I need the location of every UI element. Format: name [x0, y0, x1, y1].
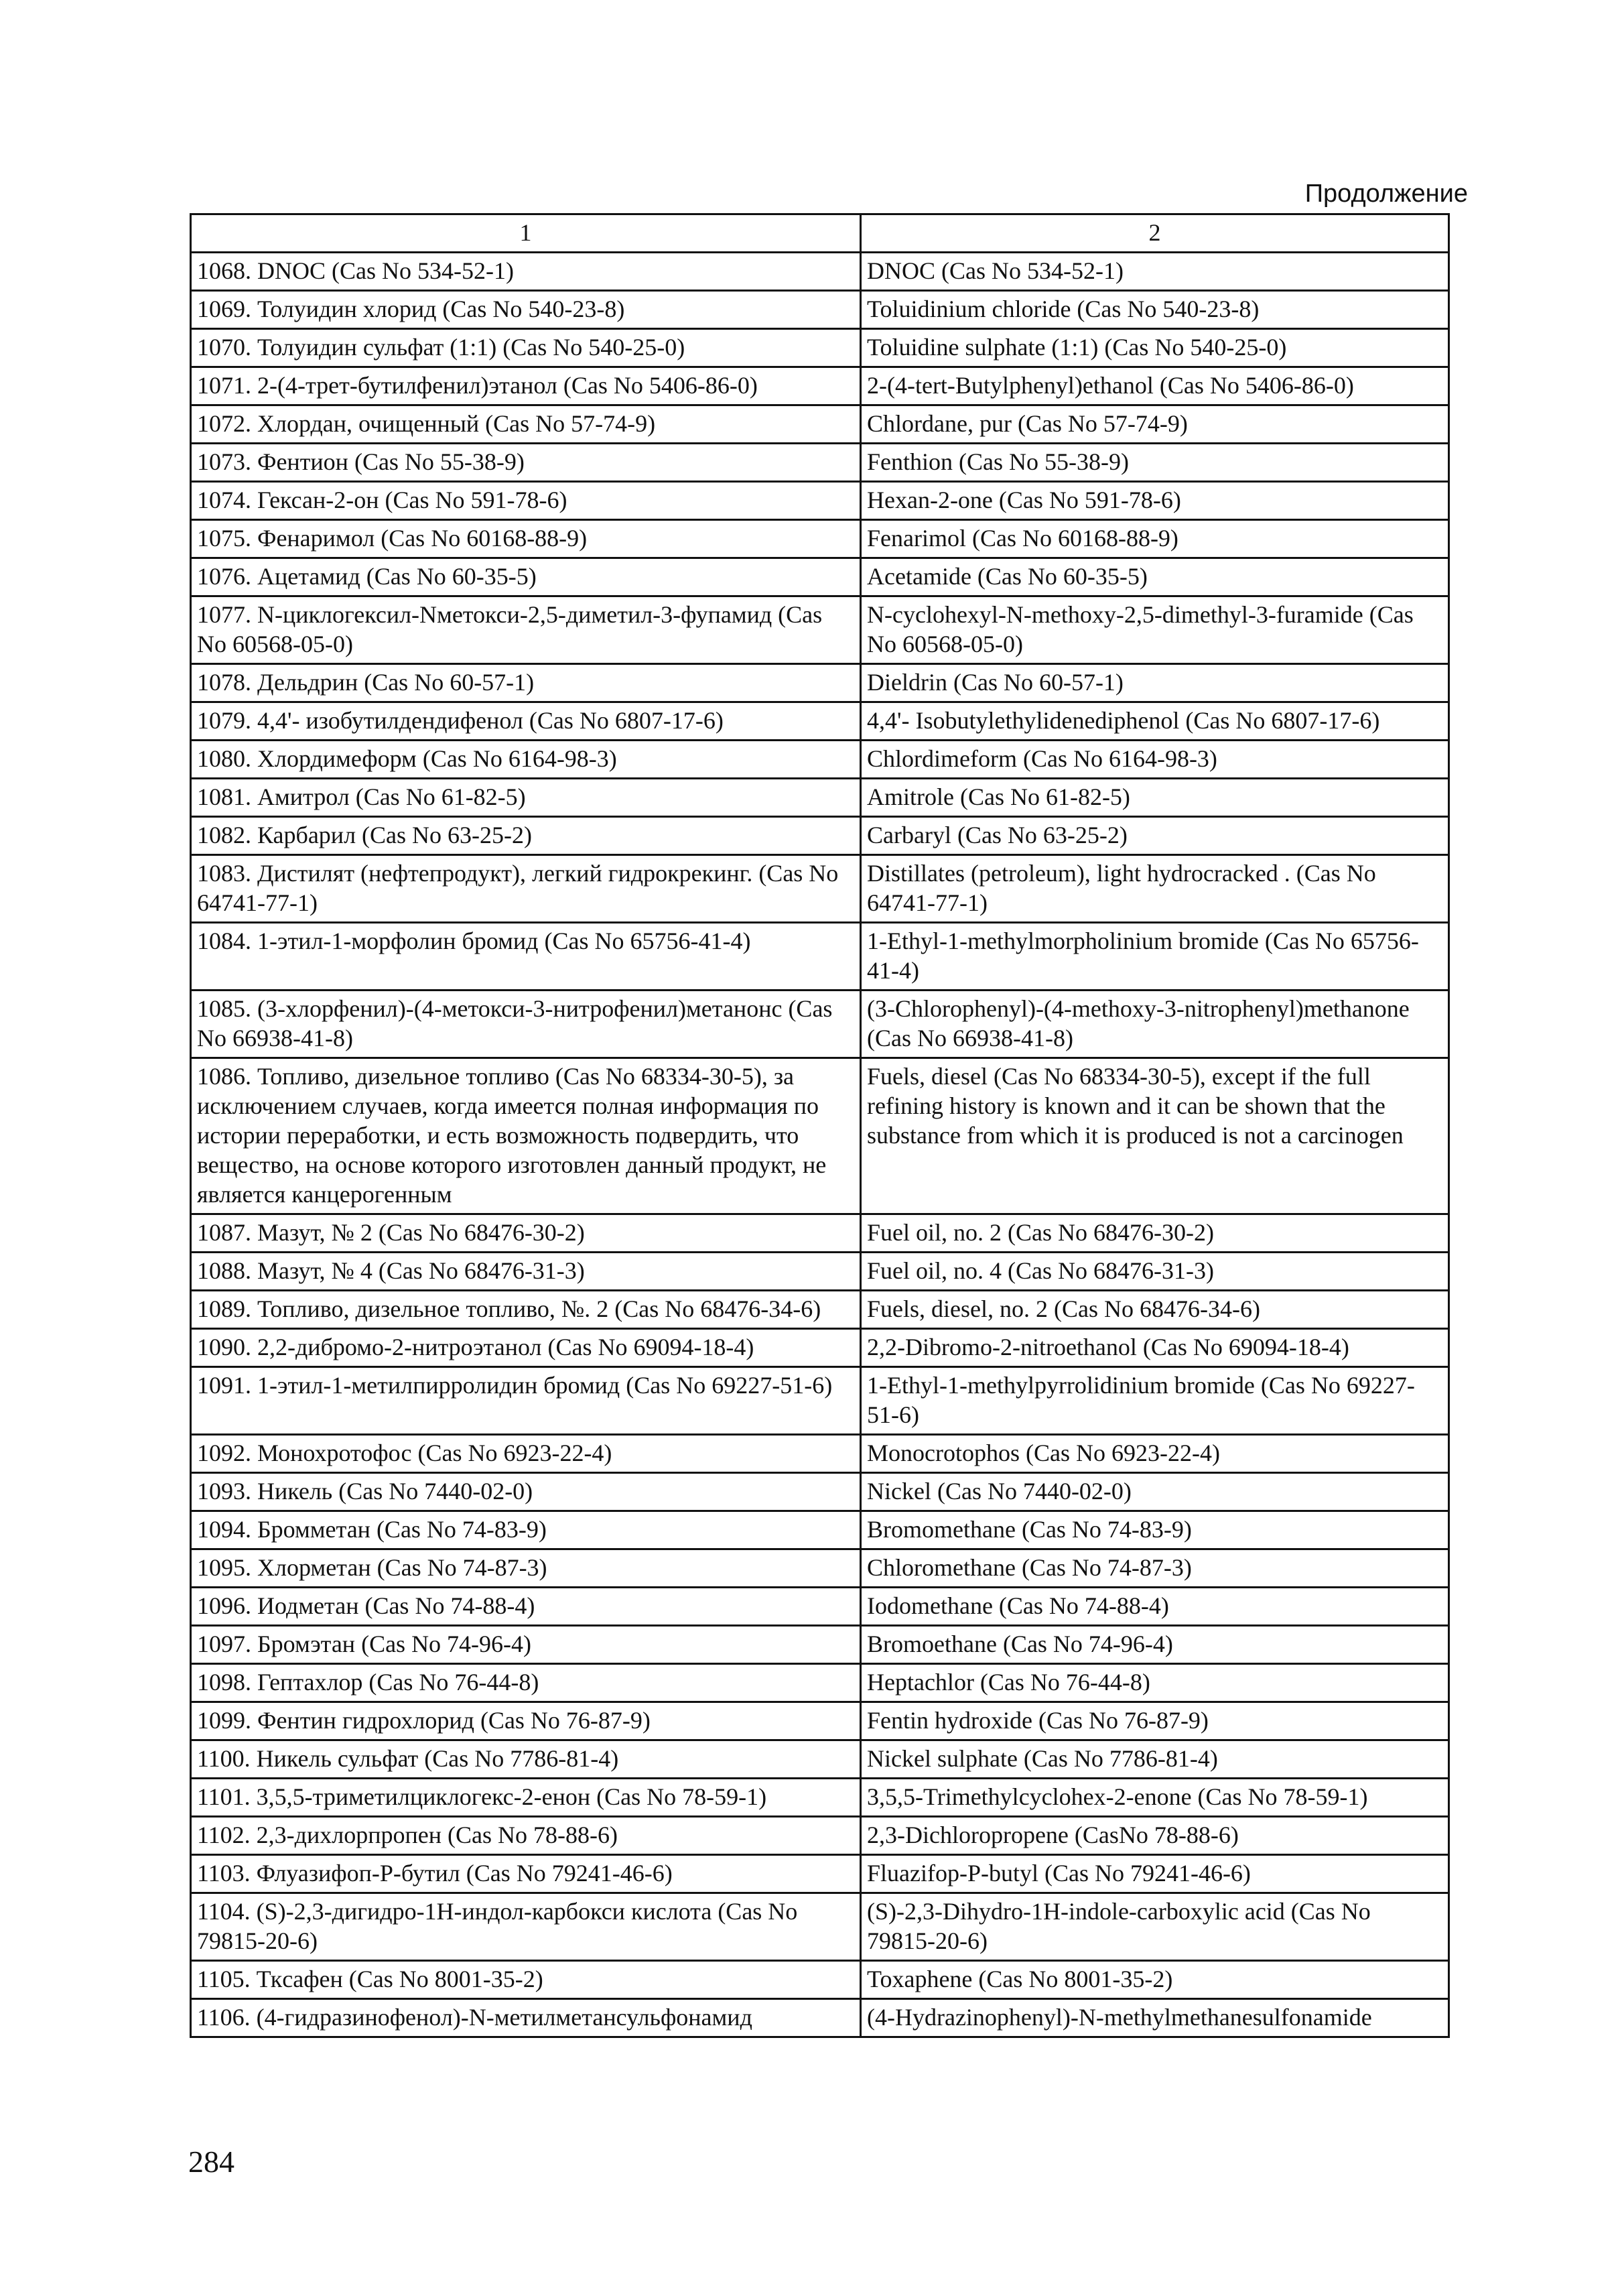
- cell-english-name: Bromoethane (Cas No 74-96-4): [861, 1626, 1449, 1664]
- cell-english-name: Fuels, diesel, no. 2 (Cas No 68476-34-6): [861, 1291, 1449, 1329]
- cell-english-name: N-cyclohexyl-N-methoxy-2,5-dimethyl-3-furamide (Cas No 60568-05-0): [861, 596, 1449, 664]
- cell-russian-name: 1079. 4,4'- изобутилдендифенол (Cas No 6807-17-6): [191, 702, 861, 741]
- cell-english-name: Bromomethane (Cas No 74-83-9): [861, 1511, 1449, 1549]
- table-row: [191, 1549, 1449, 1588]
- table-row: [191, 855, 1449, 923]
- cell-russian-name: 1101. 3,5,5-триметилциклогекс-2-енон (Cas No 78-59-1): [191, 1779, 861, 1817]
- table-row: [191, 1817, 1449, 1855]
- cell-english-name: Iodomethane (Cas No 74-88-4): [861, 1588, 1449, 1626]
- cell-english-name: 2,2-Dibromo-2-nitroethanol (Cas No 69094-18-4): [861, 1329, 1449, 1367]
- cell-english-name: (3-Chlorophenyl)-(4-methoxy-3-nitrophenyl)methanone (Cas No 66938-41-8): [861, 991, 1449, 1058]
- cell-russian-name: 1077. N-циклогексил-Nметокси-2,5-диметил-3-фупамид (Cas No 60568-05-0): [191, 596, 861, 664]
- table-row: [191, 1511, 1449, 1549]
- cell-english-name: (4-Hydrazinophenyl)-N-methylmethanesulfonamide: [861, 1999, 1449, 2037]
- table-row: [191, 1702, 1449, 1740]
- table-row: [191, 558, 1449, 596]
- cell-russian-name: 1106. (4-гидразинофенол)-N-метилметансульфонамид: [191, 1999, 861, 2037]
- table-header: [191, 214, 1449, 253]
- cell-russian-name: 1072. Хлордан, очищенный (Cas No 57-74-9): [191, 405, 861, 444]
- table-row: [191, 1058, 1449, 1214]
- cell-english-name: Fentin hydroxide (Cas No 76-87-9): [861, 1702, 1449, 1740]
- cell-english-name: Amitrole (Cas No 61-82-5): [861, 779, 1449, 817]
- cell-english-name: Hexan-2-one (Cas No 591-78-6): [861, 482, 1449, 520]
- cell-russian-name: 1071. 2-(4-трет-бутилфенил)этанол (Cas No 5406-86-0): [191, 367, 861, 405]
- table-row: [191, 1367, 1449, 1435]
- cell-english-name: (S)-2,3-Dihydro-1H-indole-carboxylic acid (Cas No 79815-20-6): [861, 1893, 1449, 1961]
- table-row: [191, 253, 1449, 291]
- cell-english-name: Heptachlor (Cas No 76-44-8): [861, 1664, 1449, 1702]
- cell-english-name: Fuels, diesel (Cas No 68334-30-5), except if the full refining history is known and it can be shown that the substance from which it is produced is not a carcinogen: [861, 1058, 1449, 1214]
- cell-russian-name: 1075. Фенаримол (Cas No 60168-88-9): [191, 520, 861, 558]
- cell-english-name: DNOC (Cas No 534-52-1): [861, 253, 1449, 291]
- cell-russian-name: 1095. Хлорметан (Cas No 74-87-3): [191, 1549, 861, 1588]
- table-row: [191, 1626, 1449, 1664]
- cell-russian-name: 1091. 1-этил-1-метилпирролидин бромид (Cas No 69227-51-6): [191, 1367, 861, 1435]
- cell-russian-name: 1102. 2,3-дихлорпропен (Cas No 78-88-6): [191, 1817, 861, 1855]
- cell-russian-name: 1090. 2,2-дибромо-2-нитроэтанол (Cas No 69094-18-4): [191, 1329, 861, 1367]
- cell-russian-name: 1092. Монохротофос (Cas No 6923-22-4): [191, 1435, 861, 1473]
- cell-russian-name: 1074. Гексан-2-он (Cas No 591-78-6): [191, 482, 861, 520]
- table-row: [191, 702, 1449, 741]
- table-row: [191, 1473, 1449, 1511]
- cell-english-name: Toluidine sulphate (1:1) (Cas No 540-25-0): [861, 329, 1449, 367]
- cell-english-name: 1-Ethyl-1-methylpyrrolidinium bromide (Cas No 69227-51-6): [861, 1367, 1449, 1435]
- cell-russian-name: 1105. Ткcафен (Cas No 8001-35-2): [191, 1961, 861, 1999]
- cell-russian-name: 1082. Карбарил (Cas No 63-25-2): [191, 817, 861, 855]
- table-row: [191, 1779, 1449, 1817]
- cell-english-name: Nickel (Cas No 7440-02-0): [861, 1473, 1449, 1511]
- table-row: [191, 923, 1449, 991]
- cell-russian-name: 1093. Никель (Cas No 7440-02-0): [191, 1473, 861, 1511]
- cell-english-name: Fuel oil, no. 4 (Cas No 68476-31-3): [861, 1253, 1449, 1291]
- cell-russian-name: 1100. Никель сульфат (Cas No 7786-81-4): [191, 1740, 861, 1779]
- cell-english-name: Acetamide (Cas No 60-35-5): [861, 558, 1449, 596]
- cell-russian-name: 1086. Топливо, дизельное топливо (Cas No 68334-30-5), за исключением случаев, когда имеется полная информация по истории переработки, и есть возможность подвердить, что вещество, на основе которого изготовлен данный продукт, не является канцерогенным: [191, 1058, 861, 1214]
- table-row: [191, 1961, 1449, 1999]
- cell-russian-name: 1094. Бромметан (Cas No 74-83-9): [191, 1511, 861, 1549]
- table-row: [191, 329, 1449, 367]
- cell-russian-name: 1078. Дельдрин (Cas No 60-57-1): [191, 664, 861, 702]
- cell-english-name: Chlordimeform (Cas No 6164-98-3): [861, 741, 1449, 779]
- table-row: [191, 1435, 1449, 1473]
- cell-english-name: Carbaryl (Cas No 63-25-2): [861, 817, 1449, 855]
- cell-russian-name: 1088. Мазут, № 4 (Cas No 68476-31-3): [191, 1253, 861, 1291]
- header-row: [191, 214, 1449, 253]
- table-row: [191, 1329, 1449, 1367]
- cell-english-name: Toxaphene (Cas No 8001-35-2): [861, 1961, 1449, 1999]
- continuation-label: Продолжение: [1304, 180, 1468, 208]
- cell-russian-name: 1070. Толуидин сульфат (1:1) (Cas No 540-25-0): [191, 329, 861, 367]
- cell-russian-name: 1080. Хлордимеформ (Cas No 6164-98-3): [191, 741, 861, 779]
- cell-russian-name: 1099. Фентин гидрохлорид (Cas No 76-87-9): [191, 1702, 861, 1740]
- table-row: [191, 520, 1449, 558]
- cell-english-name: Toluidinium chloride (Cas No 540-23-8): [861, 291, 1449, 329]
- table-row: [191, 664, 1449, 702]
- cell-english-name: 1-Ethyl-1-methylmorpholinium bromide (Cas No 65756-41-4): [861, 923, 1449, 991]
- cell-russian-name: 1081. Амитрол (Cas No 61-82-5): [191, 779, 861, 817]
- table-row: [191, 1740, 1449, 1779]
- table-row: [191, 1291, 1449, 1329]
- cell-russian-name: 1083. Дистилят (нефтепродукт), легкий гидрокрекинг. (Cas No 64741-77-1): [191, 855, 861, 923]
- cell-english-name: Fuel oil, no. 2 (Cas No 68476-30-2): [861, 1214, 1449, 1253]
- cell-russian-name: 1084. 1-этил-1-морфолин бромид (Cas No 65756-41-4): [191, 923, 861, 991]
- table-row: [191, 596, 1449, 664]
- table-body: [191, 253, 1449, 2037]
- substance-table: [190, 213, 1450, 2038]
- cell-russian-name: 1069. Толуидин хлорид (Cas No 540-23-8): [191, 291, 861, 329]
- cell-english-name: Chlordane, pur (Cas No 57-74-9): [861, 405, 1449, 444]
- cell-russian-name: 1103. Флуазифоп-Р-бутил (Cas No 79241-46-6): [191, 1855, 861, 1893]
- table-row: [191, 1664, 1449, 1702]
- cell-english-name: Distillates (petroleum), light hydrocracked . (Cas No 64741-77-1): [861, 855, 1449, 923]
- table-row: [191, 1893, 1449, 1961]
- cell-russian-name: 1096. Иодметан (Cas No 74-88-4): [191, 1588, 861, 1626]
- table-row: [191, 741, 1449, 779]
- cell-english-name: Fenarimol (Cas No 60168-88-9): [861, 520, 1449, 558]
- cell-english-name: 2-(4-tert-Butylphenyl)ethanol (Cas No 5406-86-0): [861, 367, 1449, 405]
- cell-english-name: 2,3-Dichloropropene (CasNo 78-88-6): [861, 1817, 1449, 1855]
- cell-russian-name: 1085. (3-хлорфенил)-(4-метокси-3-нитрофенил)метанонс (Cas No 66938-41-8): [191, 991, 861, 1058]
- table-row: [191, 367, 1449, 405]
- table-row: [191, 444, 1449, 482]
- table-row: [191, 1588, 1449, 1626]
- cell-russian-name: 1087. Мазут, № 2 (Cas No 68476-30-2): [191, 1214, 861, 1253]
- cell-russian-name: 1098. Гептахлор (Cas No 76-44-8): [191, 1664, 861, 1702]
- table-row: [191, 1855, 1449, 1893]
- table-row: [191, 991, 1449, 1058]
- table-row: [191, 405, 1449, 444]
- cell-russian-name: 1076. Ацетамид (Cas No 60-35-5): [191, 558, 861, 596]
- column-header-1: 1: [191, 214, 861, 253]
- cell-russian-name: 1097. Бромэтан (Cas No 74-96-4): [191, 1626, 861, 1664]
- table-row: [191, 1999, 1449, 2037]
- cell-russian-name: 1089. Топливо, дизельное топливо, №. 2 (Cas No 68476-34-6): [191, 1291, 861, 1329]
- cell-english-name: Chloromethane (Cas No 74-87-3): [861, 1549, 1449, 1588]
- column-header-2: 2: [861, 214, 1449, 253]
- cell-english-name: 4,4'- Isobutylethylidenediphenol (Cas No 6807-17-6): [861, 702, 1449, 741]
- table-row: [191, 817, 1449, 855]
- cell-russian-name: 1068. DNOC (Cas No 534-52-1): [191, 253, 861, 291]
- cell-russian-name: 1104. (S)-2,3-дигидро-1H-индол-карбокси кислота (Cas No 79815-20-6): [191, 1893, 861, 1961]
- cell-english-name: Fenthion (Cas No 55-38-9): [861, 444, 1449, 482]
- cell-english-name: Nickel sulphate (Cas No 7786-81-4): [861, 1740, 1449, 1779]
- table-row: [191, 779, 1449, 817]
- cell-english-name: Fluazifop-P-butyl (Cas No 79241-46-6): [861, 1855, 1449, 1893]
- table-row: [191, 1253, 1449, 1291]
- cell-english-name: Dieldrin (Cas No 60-57-1): [861, 664, 1449, 702]
- cell-russian-name: 1073. Фентион (Cas No 55-38-9): [191, 444, 861, 482]
- cell-english-name: Monocrotophos (Cas No 6923-22-4): [861, 1435, 1449, 1473]
- page-number: 284: [188, 2145, 234, 2179]
- table-row: [191, 291, 1449, 329]
- cell-english-name: 3,5,5-Trimethylcyclohex-2-enone (Cas No 78-59-1): [861, 1779, 1449, 1817]
- table-row: [191, 482, 1449, 520]
- table-row: [191, 1214, 1449, 1253]
